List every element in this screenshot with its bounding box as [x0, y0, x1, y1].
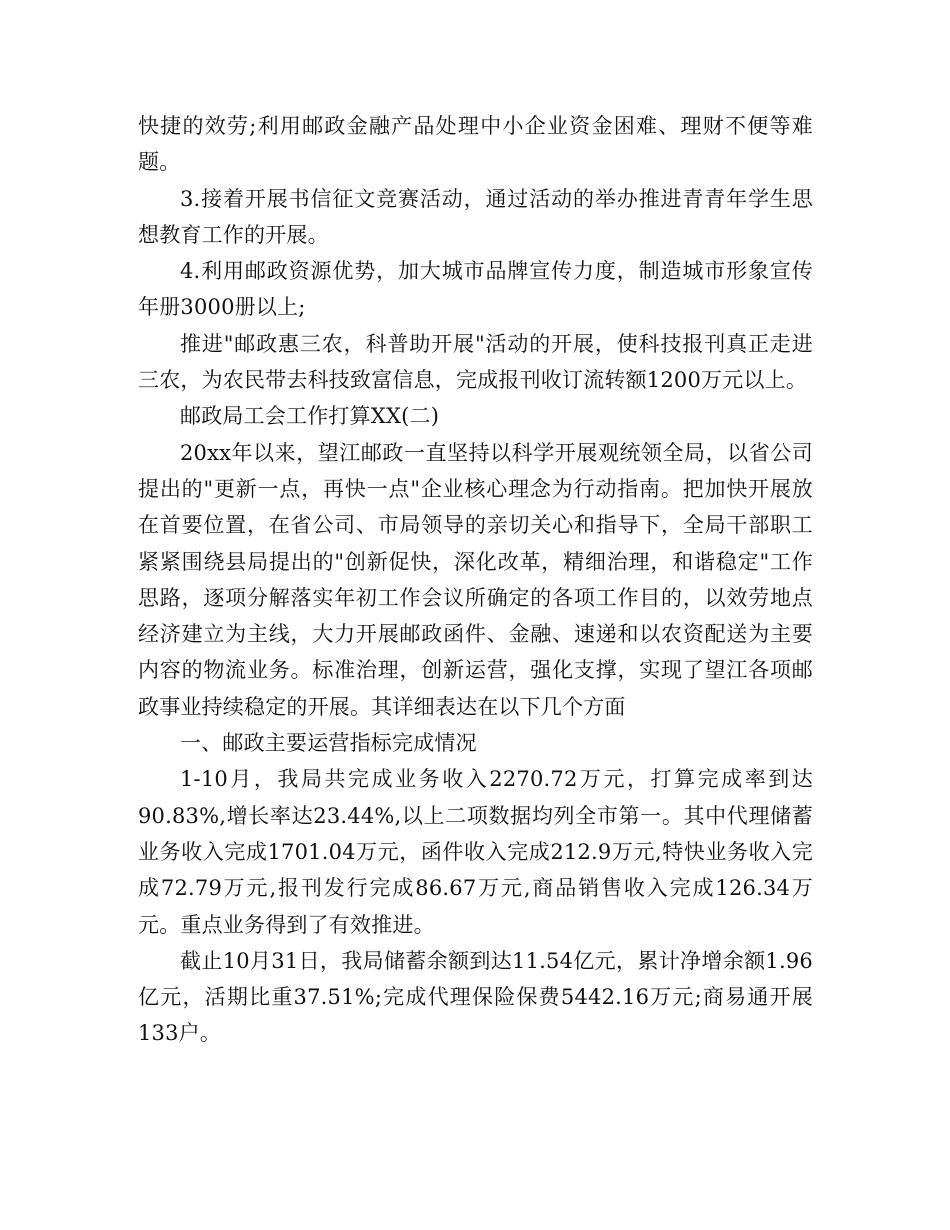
section-title: 邮政局工会工作打算XX(二): [180, 404, 440, 429]
paragraph-sannong: 推进"邮政惠三农，科普助开展"活动的开展，使科技报刊真正走进三农，为农民带去科技致富信息，完成报刊收订流转额1200万元以上。: [138, 331, 813, 393]
paragraph-savings: 截止10月31日，我局储蓄余额到达11.54亿元，累计净增余额1.96亿元，活期比重37.51%;完成代理保险保费5442.16万元;商易通开展133户。: [138, 948, 813, 1046]
paragraph-revenue: 1-10月，我局共完成业务收入2270.72万元，打算完成率到达90.83%,增长率达23.44%,以上二项数据均列全市第一。其中代理储蓄业务收入完成1701.04万元，函件收入完成212.9万元,特快业务收入完成72.79万元,报刊发行完成86.67万元,商品销售收入完成126.34万元。重点业务得到了有效推进。: [138, 767, 813, 937]
document-body: [138, 108, 813, 1052]
paragraph-continuation: 快捷的效劳;利用邮政金融产品处理中小企业资金困难、理财不便等难题。: [138, 114, 813, 175]
paragraph-item-3: 3.接着开展书信征文竞赛活动，通过活动的举办推进青青年学生思想教育工作的开展。: [138, 186, 813, 247]
paragraph-item-4: 4.利用邮政资源优势，加大城市品牌宣传力度，制造城市形象宣传年册3000册以上;: [138, 259, 813, 320]
paragraph-intro: 20xx年以来，望江邮政一直坚持以科学开展观统领全局，以省公司提出的"更新一点，再快一点"企业核心理念为行动指南。把加快开展放在首要位置，在省公司、市局领导的亲切关心和指导下，全局干部职工紧紧围绕县局提出的"创新促快，深化改革，精细治理，和谐稳定"工作思路，逐项分解落实年初工作会议所确定的各项工作目的，以效劳地点经济建立为主线，大力开展邮政函件、金融、速递和以农资配送为主要内容的物流业务。标准治理，创新运营，强化支撑，实现了望江各项邮政事业持续稳定的开展。其详细表达在以下几个方面: [138, 440, 813, 719]
section-heading-1: 一、邮政主要运营指标完成情况: [180, 731, 477, 756]
